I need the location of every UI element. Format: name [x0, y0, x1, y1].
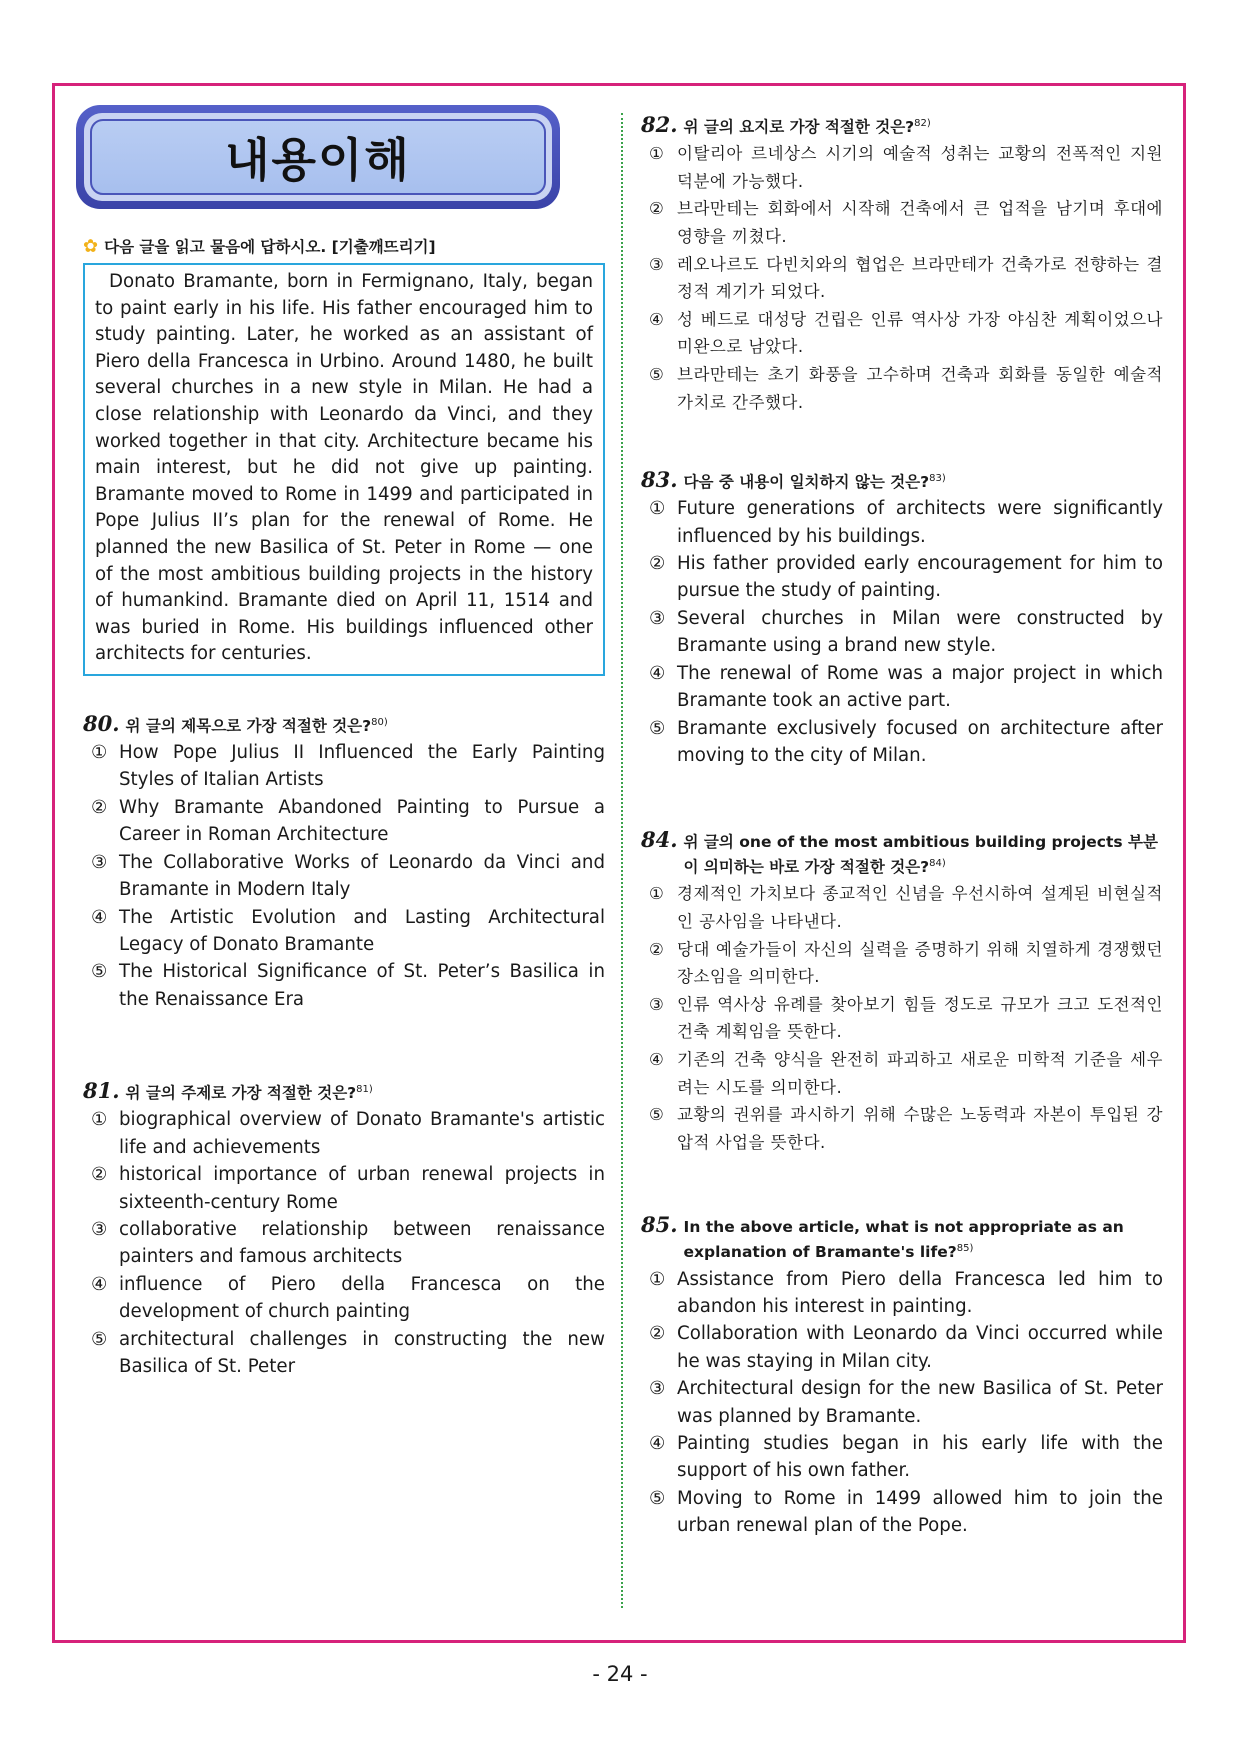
section-title: 내용이해: [225, 133, 411, 187]
page-number: - 24 -: [592, 1662, 648, 1686]
option-2[interactable]: ② Collaboration with Leonardo da Vinci occurred while he was staying in Milan city.: [649, 1323, 1163, 1372]
option-5[interactable]: ⑤ The Historical Significance of St. Peter’s Basilica in the Renaissance Era: [91, 961, 605, 1010]
option-5[interactable]: ⑤ 브라만테는 초기 화풍을 고수하며 건축과 회화를 동일한 예술적 가치로 간주했다.: [649, 364, 1163, 412]
question-81: [83, 1079, 605, 1380]
option-4[interactable]: ④ 기존의 건축 양식을 완전히 파괴하고 새로운 미학적 기준을 세우려는 시도를 의미한다.: [649, 1050, 1163, 1097]
question-prompt: 다음 중 내용이 일치하지 않는 것은?: [683, 473, 930, 492]
option-2[interactable]: ② 당대 예술가들이 자신의 실력을 증명하기 위해 치열하게 경쟁했던 장소임을 의미한다.: [649, 939, 1163, 987]
question-prompt: 위 글의 제목으로 가장 적절한 것은?: [125, 717, 372, 736]
question-84: [641, 829, 1163, 1156]
question-number: 83.: [641, 467, 678, 493]
option-4[interactable]: ④ Painting studies began in his early life with the support of his own father.: [649, 1433, 1163, 1482]
option-3[interactable]: ③ Several churches in Milan were constructed by Bramante using a brand new style.: [649, 607, 1163, 657]
instruction-text: 다음 글을 읽고 물음에 답하시오. [기출깨뜨리기]: [104, 238, 436, 256]
question-83: [641, 468, 1163, 769]
left-column: [83, 105, 605, 1380]
option-5[interactable]: ⑤ Bramante exclusively focused on architecture after moving to the city of Milan.: [649, 717, 1163, 766]
option-3[interactable]: ③ The Collaborative Works of Leonardo da Vinci and Bramante in Modern Italy: [91, 851, 605, 901]
flower-icon: ✿: [83, 235, 99, 257]
question-note: 80): [371, 716, 388, 728]
column-divider: [621, 113, 623, 1608]
option-3[interactable]: ③ 인류 역사상 유례를 찾아보기 힘들 정도로 규모가 크고 도전적인 건축 계획임을 뜻한다.: [649, 994, 1163, 1042]
option-5[interactable]: ⑤ Moving to Rome in 1499 allowed him to join the urban renewal plan of the Pope.: [649, 1487, 1163, 1537]
section-banner: [76, 105, 560, 209]
option-3[interactable]: ③ 레오나르도 다빈치와의 협업은 브라만테가 건축가로 전향하는 결정적 계기가 되었다.: [649, 254, 1163, 302]
question-prompt: 위 글의 주제로 가장 적절한 것은?: [125, 1084, 357, 1103]
right-column: [641, 113, 1163, 1540]
question-number: 85.: [641, 1212, 678, 1238]
question-prompt: 위 글의 요지로 가장 적절한 것은?: [683, 118, 915, 137]
question-note: 81): [356, 1084, 373, 1096]
question-80: [83, 712, 605, 1013]
option-5[interactable]: ⑤ 교황의 권위를 과시하기 위해 수많은 노동력과 자본이 투입된 강압적 사업을 뜻한다.: [649, 1105, 1163, 1152]
option-4[interactable]: ④ influence of Piero della Francesca on the development of church painting: [91, 1273, 605, 1323]
option-4[interactable]: ④ 성 베드로 대성당 건립은 인류 역사상 가장 야심찬 계획이었으나 미완으로 남았다.: [649, 309, 1163, 357]
option-1[interactable]: ① 이탈리아 르네상스 시기의 예술적 성취는 교황의 전폭적인 지원 덕분에 가능했다.: [649, 144, 1163, 191]
question-note: 84): [929, 858, 946, 870]
option-4[interactable]: ④ The renewal of Rome was a major project in which Bramante took an active part.: [649, 662, 1163, 712]
question-number: 84.: [641, 827, 678, 853]
question-number: 82.: [641, 112, 678, 138]
question-note: 82): [914, 118, 931, 129]
option-4[interactable]: ④ The Artistic Evolution and Lasting Architectural Legacy of Donato Bramante: [91, 906, 605, 955]
question-note: 85): [956, 1243, 974, 1255]
option-1[interactable]: ① How Pope Julius II Influenced the Early Painting Styles of Italian Artists: [91, 742, 605, 791]
option-5[interactable]: ⑤ architectural challenges in constructing the new Basilica of St. Peter: [91, 1328, 605, 1377]
option-1[interactable]: ① 경제적인 가치보다 종교적인 신념을 우선시하여 설계된 비현실적인 공사임을 나타낸다.: [649, 884, 1163, 932]
option-2[interactable]: ② His father provided early encouragement for him to pursue the study of painting.: [649, 553, 1163, 602]
option-2[interactable]: ② historical importance of urban renewal projects in sixteenth-century Rome: [91, 1164, 605, 1213]
question-prompt: In the above article, what is not appropriate as an explanation of Bramante's life?: [683, 1218, 1124, 1262]
reading-passage: Donato Bramante, born in Fermignano, Italy, began to paint early in his life. His father encouraged him to study painting. Later, he worked as an assistant of Piero della Francesca in Urbino. Around 1480, he built several churches in a new style in Milan. He had a close relationship with Leonardo da Vinci, and they worked together in that city. Architecture became his main interest, but he did not give up painting. Bramante moved to Rome in 1499 and participated in Pope Julius II’s plan for the renewal of Rome. He planned the new Basilica of St. Peter in Rome — one of the most ambitious building projects in the history of humankind. Bramante died on April 11, 1514 and was buried in Rome. His buildings influenced other architects for centuries.: [83, 263, 605, 676]
question-prompt: 위 글의 one of the most ambitious building projects 부분이 의미하는 바로 가장 적절한 것은?: [683, 833, 1158, 877]
instruction: [83, 235, 605, 257]
option-1[interactable]: ① biographical overview of Donato Bramante's artistic life and achievements: [91, 1109, 605, 1158]
option-3[interactable]: ③ Architectural design for the new Basilica of St. Peter was planned by Bramante.: [649, 1378, 1163, 1427]
question-number: 81.: [83, 1078, 120, 1104]
option-2[interactable]: ② Why Bramante Abandoned Painting to Pursue a Career in Roman Architecture: [91, 796, 605, 846]
question-note: 83): [929, 473, 946, 485]
option-1[interactable]: ① Assistance from Piero della Francesca led him to abandon his interest in painting.: [649, 1268, 1163, 1317]
option-3[interactable]: ③ collaborative relationship between renaissance painters and famous architects: [91, 1218, 605, 1268]
option-1[interactable]: ① Future generations of architects were significantly influenced by his buildings.: [649, 498, 1163, 547]
question-number: 80.: [83, 711, 120, 737]
question-82: [641, 113, 1163, 416]
question-85: [641, 1214, 1163, 1539]
option-2[interactable]: ② 브라만테는 회화에서 시작해 건축에서 큰 업적을 남기며 후대에 영향을 끼쳤다.: [649, 199, 1163, 246]
